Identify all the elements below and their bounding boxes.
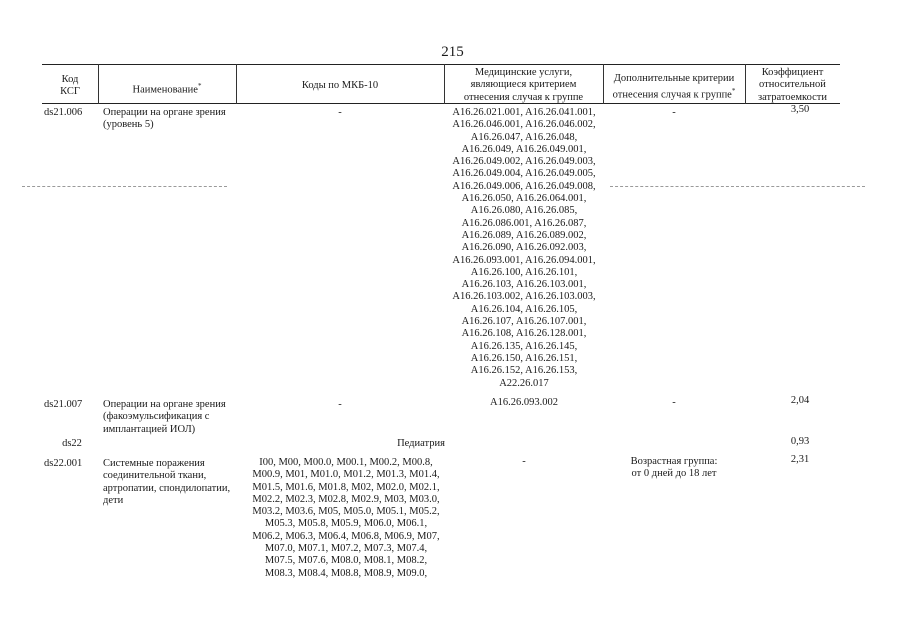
header-coef: Коэффициент относительной затратоемкости xyxy=(758,67,827,103)
scan-artifact xyxy=(22,186,227,188)
header-name: Наименование* xyxy=(132,82,202,96)
row-services: A16.26.093.002 xyxy=(490,397,558,408)
header-bottom-rule xyxy=(42,103,840,104)
row-criteria: - xyxy=(672,397,676,408)
header-services: Медицинские услуги, являющиеся критерием отнесения случая к группе xyxy=(463,67,584,103)
row-name: Операции на органе зрения (уровень 5) xyxy=(103,107,226,131)
row-coef: 2,31 xyxy=(790,454,810,465)
row-mkb: - xyxy=(338,107,342,118)
row-mkb: I00, M00, M00.0, M00.1, M00.2, M00.8, M00.9, M01, M01.0, M01.2, M01.3, M01.4, M01.5, M01.6, M01.8, M02, M02.0, M02.1, M02.2, M02.3, M02.8, M02.9, M03, M03.0, M03.2, M03.6, M05, M05.0, M05.1, M05.2, M05.3, M05.8, M05.9, M06.0, M06.1, M06.2, M06.3, M06.4, M06.8, M06.9, M07, M07.0, M07.1, M07.2, M07.3, M07.4, M07.5, M07.6, M08.0, M08.1, M08.2, M08.3, M08.4, M08.8, M08.9, M09.0, xyxy=(252,457,440,579)
row-coef: 2,04 xyxy=(790,395,810,406)
header-code: Код КСГ xyxy=(60,74,80,98)
footnote-marker: * xyxy=(197,82,202,90)
section-code: ds22 xyxy=(62,438,82,449)
row-criteria: - xyxy=(672,107,676,118)
row-code: ds21.006 xyxy=(44,107,83,118)
section-coef: 0,93 xyxy=(790,436,810,447)
page-number: 215 xyxy=(441,44,464,60)
row-coef: 3,50 xyxy=(790,104,810,115)
row-criteria: Возрастная группа: от 0 дней до 18 лет xyxy=(630,456,718,480)
table-top-rule xyxy=(42,64,840,65)
row-name: Операции на органе зрения (факоэмульсификация с имплантацией ИОЛ) xyxy=(103,399,226,435)
footnote-marker: * xyxy=(731,87,736,96)
row-code: ds21.007 xyxy=(44,399,83,410)
scan-artifact xyxy=(610,186,865,188)
row-mkb: - xyxy=(338,399,342,410)
row-services: A16.26.021.001, A16.26.041.001, A16.26.046.001, A16.26.046.002, A16.26.047, A16.26.048, A16.26.049, A16.26.049.001, A16.26.049.002, A16.26.049.003, A16.26.049.004, A16.26.049.005, A16.26.049.006, A16.26.049.008, A16.26.050, A16.26.064.001, A16.26.080, A16.26.085, A16.26.086.001, A16.26.087, A16.26.089, A16.26.089.002, A16.26.090, A16.26.092.003, A16.26.093.001, A16.26.094.001, A16.26.100, A16.26.101, A16.26.103, A16.26.103.001, A16.26.103.002, A16.26.103.003, A16.26.104, A16.26.105, A16.26.107, A16.26.107.001, A16.26.108, A16.26.128.001, A16.26.135, A16.26.145, A16.26.150, A16.26.151, A16.26.152, A16.26.153, A22.26.017 xyxy=(452,107,596,389)
header-criteria: Дополнительные критерии отнесения случая к группе* xyxy=(612,73,736,101)
row-services: - xyxy=(522,456,526,467)
row-code: ds22.001 xyxy=(44,458,83,469)
header-mkb: Коды по МКБ-10 xyxy=(301,80,379,91)
row-name: Системные поражения соединительной ткани, артропатии, спондилопатии, дети xyxy=(103,458,231,506)
section-title: Педиатрия xyxy=(397,438,445,449)
